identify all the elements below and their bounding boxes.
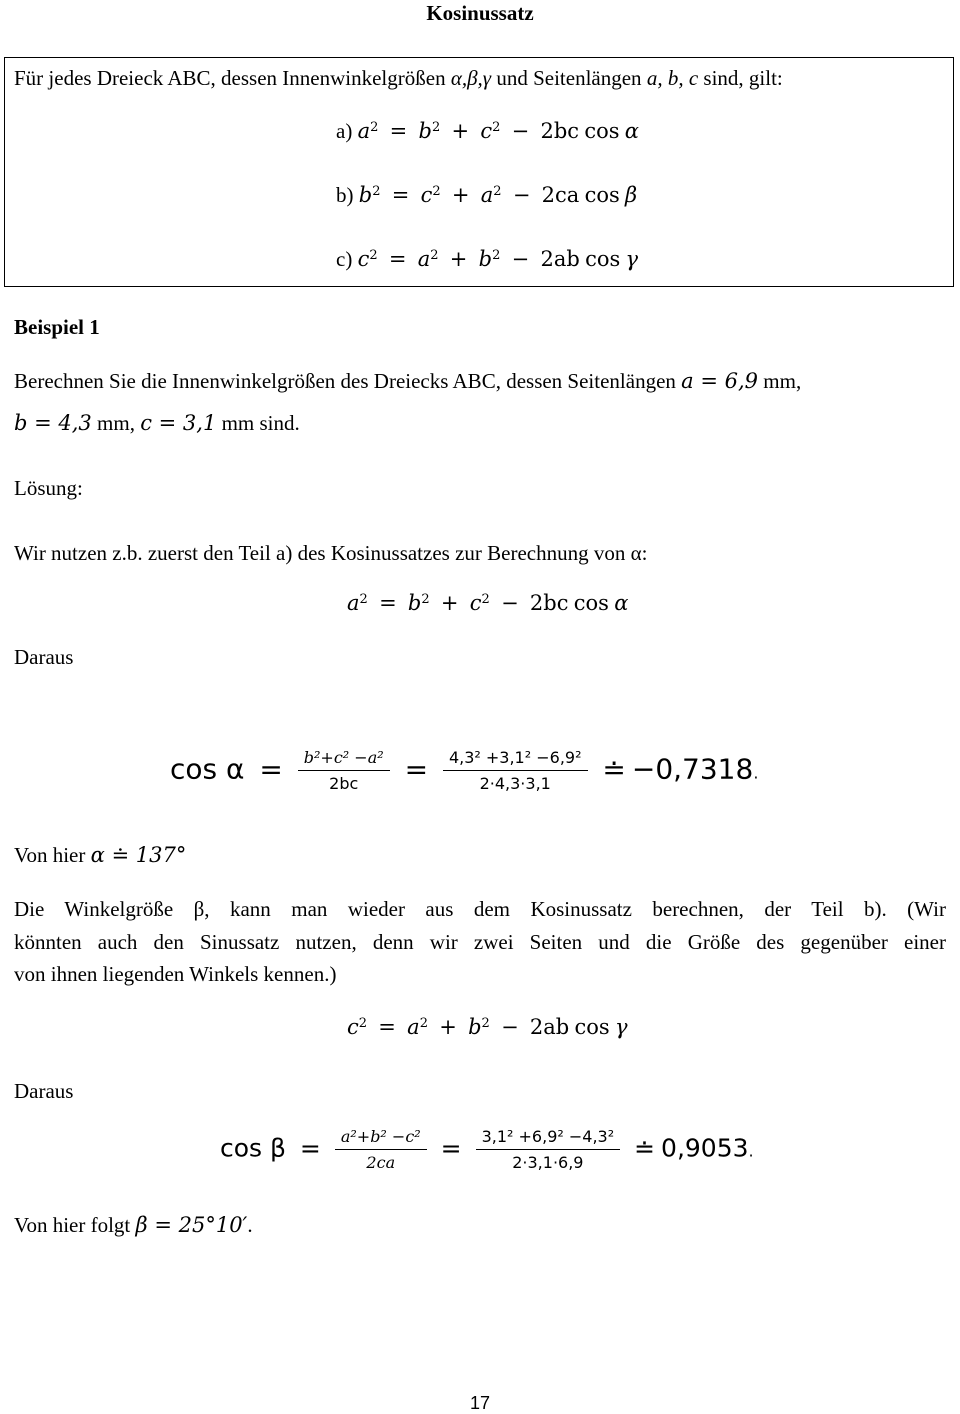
cos-beta-lhs: cos β	[220, 1133, 286, 1163]
cos-beta-result: 0,9053	[661, 1133, 749, 1163]
example-heading: Beispiel 1	[14, 315, 100, 339]
page-number: 17	[469, 1393, 491, 1413]
beta-paragraph-line-2: könnten auch den Sinussatz nutzen, denn wir zwei Seiten und die Größe des gegenüber einer	[14, 930, 946, 954]
formula-c-repeat: $c^2 = a^2 + b^2 - 2ab$ cos γ	[347, 1015, 628, 1039]
result-alpha: Von hier α ≐ 137°	[14, 843, 187, 867]
solution-label: Lösung:	[14, 476, 83, 500]
result-beta: Von hier folgt β = 25°10′.	[14, 1213, 253, 1237]
formula-c: c) $c^2 = a^2 + b^2 - 2ab$ cos γ	[336, 247, 639, 271]
cos-beta-fraction-1: $\frac{\text{a²+b² −c²}}{2ca}$	[335, 1127, 427, 1172]
formula-a: a) $a^2 = b^2 + c^2 - 2bc$ cos α	[336, 119, 639, 143]
daraus-label-1: Daraus	[14, 645, 74, 669]
step-1-text: Wir nutzen z.b. zuerst den Teil a) des Kosinussatzes zur Berechnung von α:	[14, 541, 648, 565]
beta-paragraph-line-1: Die Winkelgröße β, kann man wieder aus dem Kosinussatz berechnen, der Teil b). (Wir	[14, 897, 946, 921]
cos-beta-equation: cos β = $\frac{\text{a²+b² −c²}}{2ca}$ = $\frac{\text{3,1² +6,9² −4,3²}}{2\cdot 3,1\cdot 6,9}$ ≐ 0,9053.	[220, 1127, 754, 1172]
cos-alpha-result: −0,7318	[631, 752, 754, 786]
task-line-1: Berechnen Sie die Innenwinkelgrößen des Dreiecks ABC, dessen Seitenlängen a = 6,9 mm,	[14, 369, 802, 393]
theorem-intro: Für jedes Dreieck ABC, dessen Innenwinkelgrößen α,β,γ und Seitenlängen a, b, c sind, gilt:	[14, 66, 783, 90]
cos-beta-fraction-2: $\frac{\text{3,1² +6,9² −4,3²}}{2\cdot 3,1\cdot 6,9}$	[476, 1127, 621, 1172]
daraus-label-2: Daraus	[14, 1079, 74, 1103]
cos-alpha-lhs: cos α	[170, 752, 245, 786]
page-title: Kosinussatz	[426, 1, 534, 25]
task-line-2: b = 4,3 mm, c = 3,1 mm sind.	[14, 411, 300, 435]
beta-paragraph-line-3: von ihnen liegenden Winkels kennen.)	[14, 962, 337, 986]
cos-alpha-fraction-2: $\frac{\text{4,3² +3,1² −6,9²}}{2\cdot 4,3\cdot 3,1}$	[443, 748, 588, 793]
formula-b: b) $b^2 = c^2 + a^2 - 2ca$ cos β	[336, 183, 638, 207]
formula-a-repeat: $a^2 = b^2 + c^2 - 2bc$ cos α	[347, 591, 629, 615]
cos-alpha-equation: cos α = $\frac{\text{b²+c² −a²}}{2bc}$ = $\frac{\text{4,3² +3,1² −6,9²}}{2\cdot 4,3\cdot 3,1}$ ≐ −0,7318.	[170, 748, 759, 793]
cos-alpha-fraction-1: $\frac{\text{b²+c² −a²}}{2bc}$	[298, 748, 390, 793]
